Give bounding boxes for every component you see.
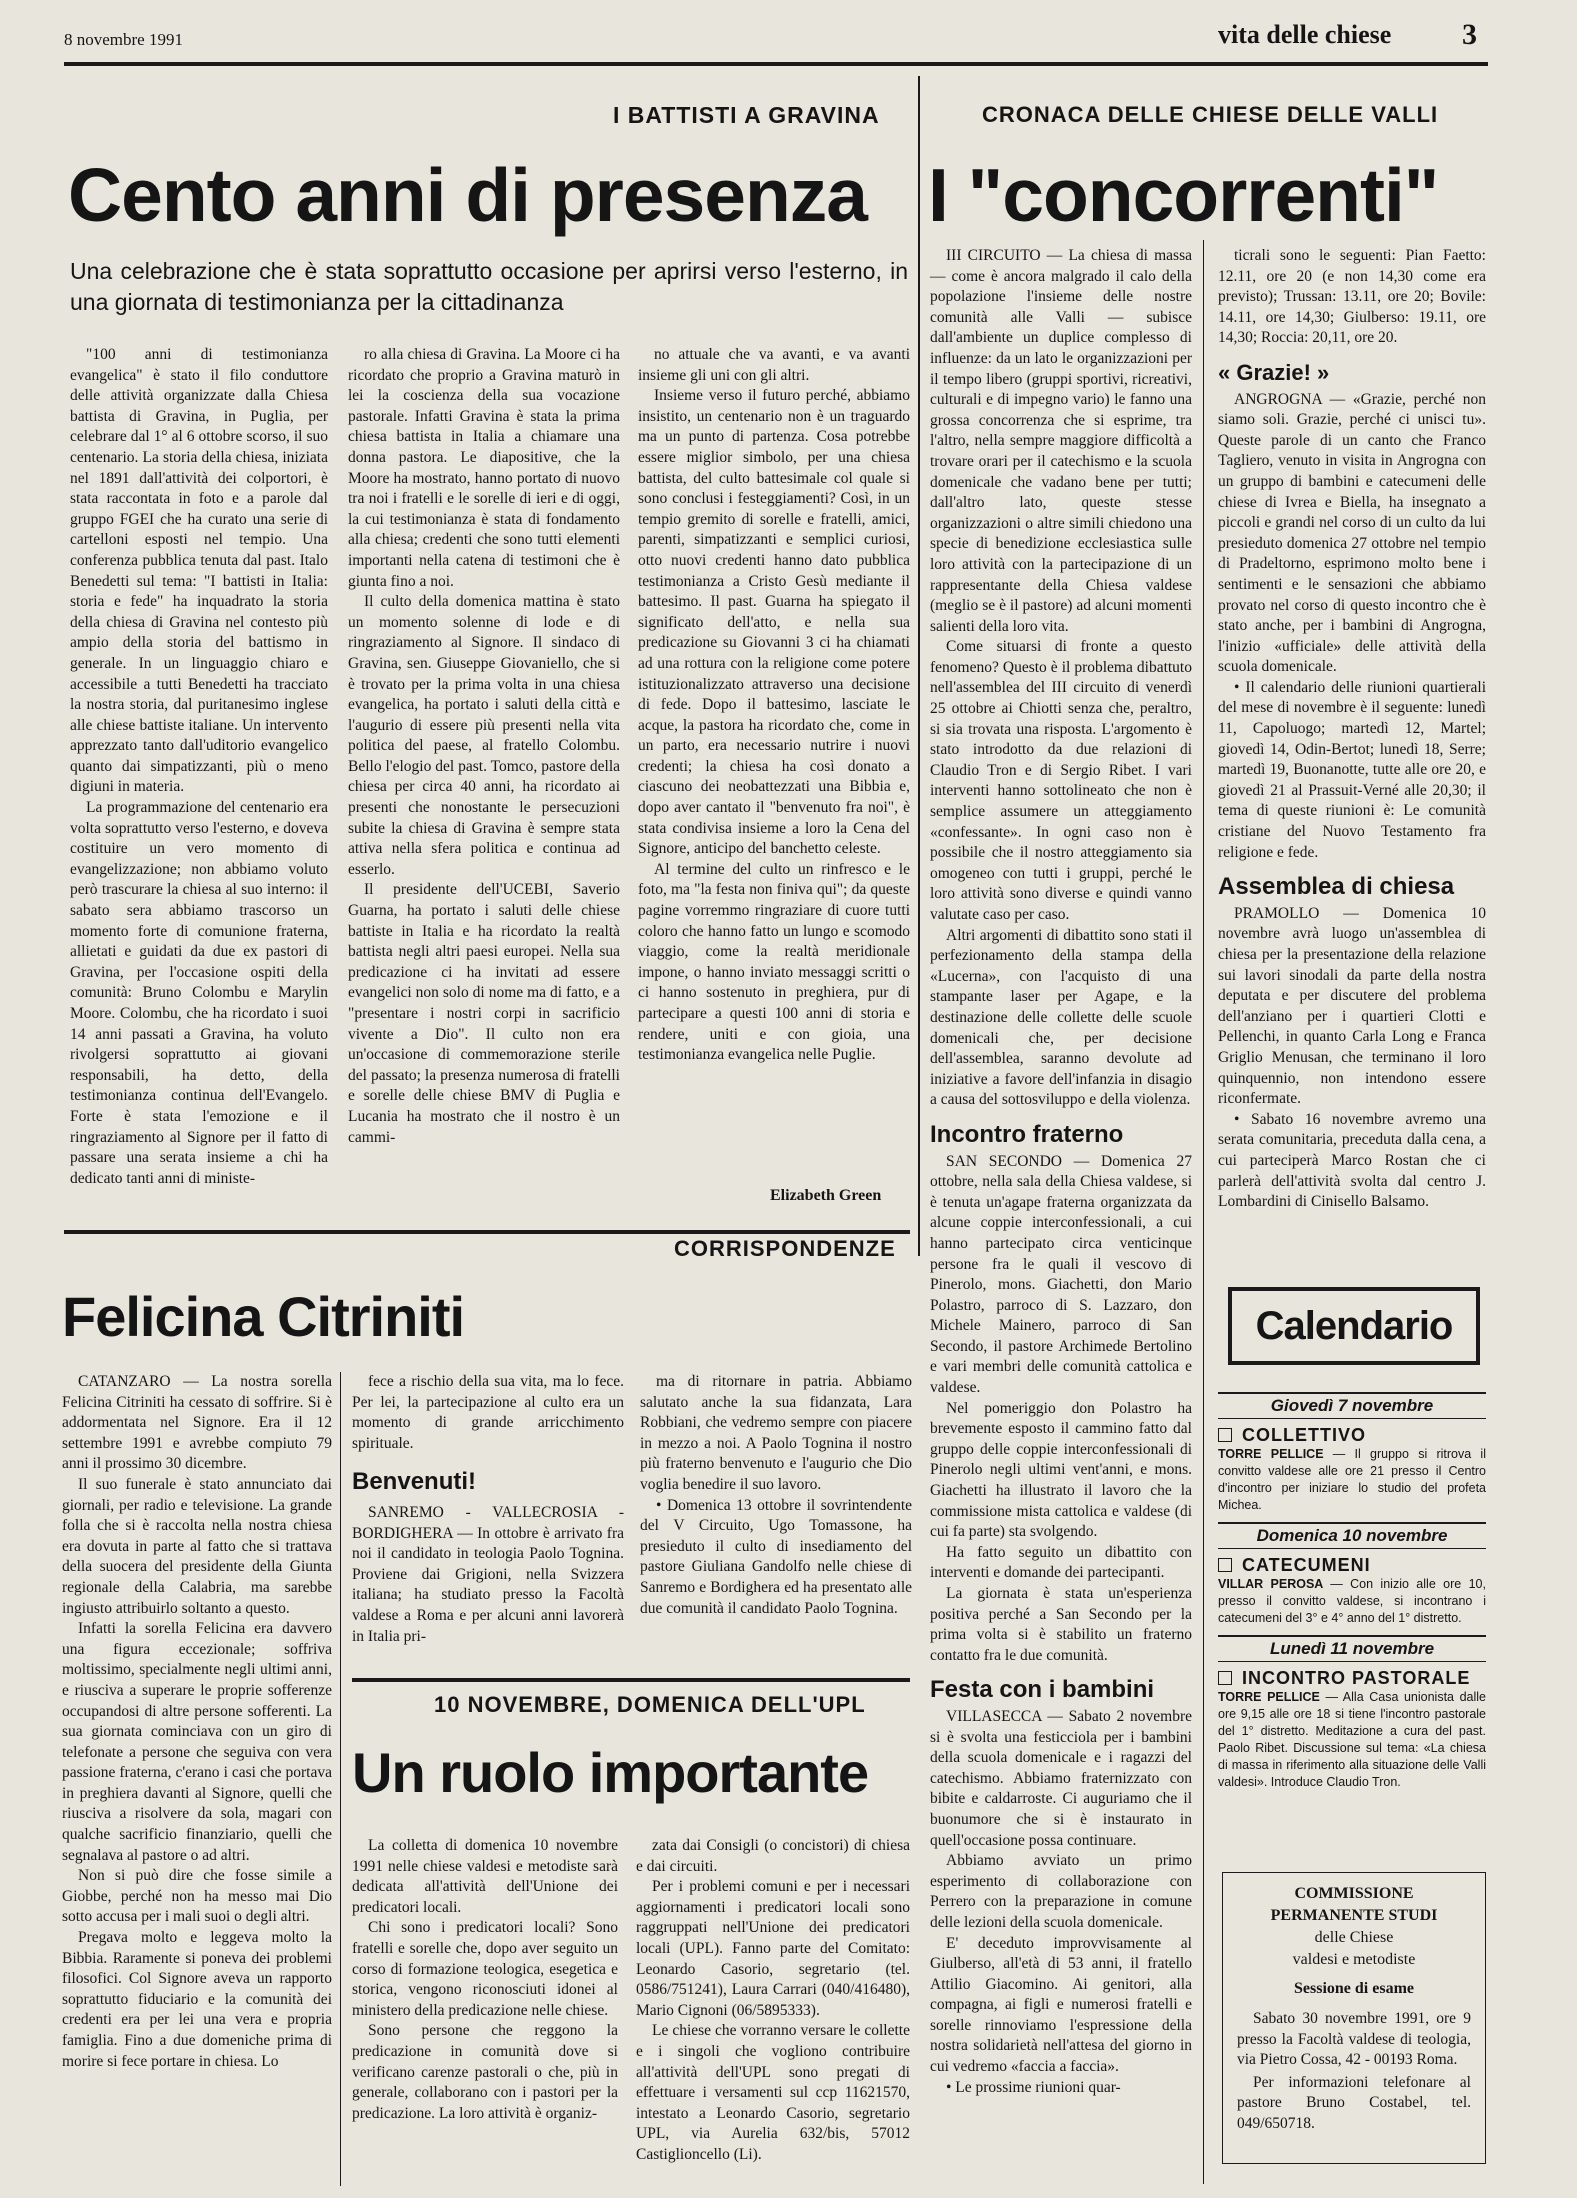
incontro-text: [930, 1152, 1192, 1667]
paragraph: • Domenica 13 ottobre il sovrintendente del V Circuito, Ugo Tomassone, ha presieduto il culto di insediamento del pastore Giuliana Gandolfo nelle chiese di Sanremo e Bordighera ed ha presentato alle due comunità il candidato Paolo Tognina.: [640, 1496, 912, 1617]
art3-rule: [64, 1230, 910, 1234]
commissione-line3: delle Chiese: [1314, 1929, 1394, 1946]
calendar-entry-text: TORRE PELLICE — Alla Casa unionista dalle ore 9,15 alle ore 18 si tiene l'incontro pastorale del 1° distretto. Meditazione a cura del past. Paolo Ribet. Discussione sul tema: «La chiesa di massa in riferimento alla situazione delle Valli valdesi». Introduce Claudio Tron.: [1218, 1690, 1486, 1789]
paragraph: VILLASECCA — Sabato 2 novembre si è svolta una festicciola per i bambini della scuola domenicale e i ragazzi del catechismo. Abbiamo fraternizzato con bibite e caldarroste. Ci auguriamo che il buonumore che si è instaurato in quell'occasione possa continuare.: [930, 1707, 1192, 1849]
art4-col1-text: [352, 1836, 618, 2124]
commissione-box: [1222, 1872, 1486, 2164]
paragraph: Non si può dire che fosse simile a Giobbe, perché non ha messo mai Dio sotto accusa per i mali suoi o degli altri.: [62, 1867, 332, 1926]
paragraph: E' deceduto improvvisamente al Giulberso, all'età di 53 anni, il fratello Attilio Giacomino. Ai genitori, alla compagna, ai figli e numerosi fratelli e sorelle rinnoviamo l'espressione della nostra solidarietà nell'attesa del giorno in cui vedremo «faccia a faccia».: [930, 1934, 1192, 2076]
assemblea-title: Assemblea di chiesa: [1218, 873, 1455, 901]
art2-colB-text: [1218, 246, 1486, 349]
art4-rule: [352, 1678, 910, 1682]
paragraph: PRAMOLLO — Domenica 10 novembre avrà luogo un'assemblea di chiesa per la presentazione della relazione sui lavori sinodali da parte della nostra deputata e per discutere del problema dell'anziano per i quartieri Clotti e Pellenchi, in quanto Carla Long e Franca Griglio Menusan, che terminano il loro quinquennio, non intendono essere riconfermate.: [1218, 904, 1486, 1108]
art3-col2-text: [352, 1372, 624, 1454]
paragraph: ANGROGNA — «Grazie, perché non siamo soli. Grazie, perché ci unisci tu». Queste parole di un canto che Franco Tagliero, venuto in visita in Angrogna con un gruppo di bambini e catecumeni delle chiese di Ivrea e Biella, ha insegnato a piccoli e grandi nel corso di un culto da lui presieduto domenica 27 ottobre nel tempio di Pradeltorno, esprimono molto bene i sentimenti e le sensazioni che abbiamo provato nel corso di questo incontro che è stato anche, per i bambini di Angrogna, l'inizio «ufficiale» delle attività della scuola domenicale.: [1218, 390, 1486, 676]
calendar-entry-text: TORRE PELLICE — Il gruppo si ritrova il convitto valdese alle ore 21 presso il Centro d'incontro per iniziare lo studio del profeta Michea.: [1218, 1447, 1486, 1512]
paragraph: Come situarsi di fronte a questo fenomeno? Questo è il problema dibattuto nell'assemblea del III circuito di venerdì 25 ottobre ai Chiotti senza che, peraltro, si sia trovata una risposta. L'argomento è stato introdotto da due relazioni di Claudio Tron e di Sergio Ribet. I vari interventi hanno sottolineato che non è semplice assumere un atteggiamento «confessante». In ogni caso non è possibile che il nostro atteggiamento sia omogeneo con tutti i gruppi, perché le loro attività sono diverse e quindi vanno valutate caso per caso.: [930, 638, 1192, 923]
paragraph: Insieme verso il futuro perché, abbiamo insistito, un centenario non è un traguardo ma un punto di partenza. Cosa potrebbe essere miglior simbolo, per una chiesa battista, del culto battesimale col quale si sono conclusi i festeggiamenti? Così, in un tempio gremito di sorelle e fratelli, amici, parenti, simpatizzanti e semplici curiosi, otto nuovi credenti hanno dato pubblica testimonianza a Cristo Gesù mediante il battesimo. Il past. Guarna ha spiegato il significato dell'atto, e nella sua predicazione su Giovanni 3 ci ha chiamati ad una rottura con la religione come potere istituzionalizzato attraverso una decisione di fede. Dopo il battesimo, lasciate le acque, la pastora ha ricordato che, come in un parto, era necessario nutrire i nuovi credenti; la chiesa ha così donato a ciascuno dei neobattezzati una Bibbia e, dopo aver cantato il "benvenuto fra noi", è stata condivisa insieme a loro la Cena del Signore, anticipo del banchetto celeste.: [638, 387, 910, 858]
paragraph: Il suo funerale è stato annunciato dai giornali, per radio e televisione. La grande folla che si è raccolta nella nostra chiesa era dovuta in parte al fatto che si trattava della suocera del presidente della Giunta regionale della Calabria, ma sarebbe ingiusto attribuirlo soltanto a questo.: [62, 1475, 332, 1617]
art3-title: Felicina Citriniti: [62, 1285, 465, 1348]
paragraph: • Il calendario delle riunioni quartierali del mese di novembre è il seguente: lunedì 11, Capoluogo; martedì 12, Martel; giovedì 14, Odin-Bertot; lunedì 18, Serre; martedì 19, Buonanotte, tutte alle ore 20, e giovedì 21 al Prassuit-Verné alle 20,30; il tema di queste riunioni è: Le comunità cristiane del Nuovo Testamento fra religione e fede.: [1218, 678, 1486, 861]
calendar-entry-text: VILLAR PEROSA — Con inizio alle ore 10, presso il convitto valdese, si incontrano i catecumeni del 3° e 4° anno del 1° distretto.: [1218, 1577, 1486, 1625]
calendar-entry-title: CATECUMENI: [1218, 1555, 1486, 1576]
paragraph: Sono persone che reggono la predicazione in comunità dove si verificano carenze pastorali o che, più in generale, collaborano con i pastori per la predicazione. La loro attività è organiz-: [352, 2022, 618, 2122]
art1-col1-text: [70, 345, 328, 1189]
paragraph: "100 anni di testimonianza evangelica" è stato il filo conduttore delle attività organizzate dalla Chiesa battista di Gravina, in Puglia, per celebrare dal 1° al 6 ottobre scorso, il suo centenario. La storia della chiesa, iniziata nel 1891 dall'attività dei colportori, è stata raccontata in foto e a parole dal gruppo FGEI che ha curato una serie di cartelloni esposti nel tempio. Una conferenza pubblica tenuta dal past. Italo Benedetti sul tema: "I battisti in Italia: storia e fede" ha inquadrato la storia della chiesa di Gravina nel contesto più ampio della storia del battismo in generale. In un linguaggio chiaro e accessibile a tutti Benedetti ha tracciato la nostra storia, dal puritanesimo inglese alle chiese battiste italiane. Un intervento apprezzato tanto dall'uditorio evangelico quanto dai simpatizzanti, più o meno digiuni in materia.: [70, 346, 328, 796]
checkbox-icon: [1218, 1671, 1232, 1685]
paragraph: La colletta di domenica 10 novembre 1991 nelle chiese valdesi e metodiste sarà dedicata all'attività dell'Unione dei predicatori locali.: [352, 1837, 618, 1916]
paragraph: Abbiamo avviato un primo esperimento di collaborazione con Perrero con la preparazione in comune delle lezioni della scuola domenicale.: [930, 1852, 1192, 1931]
art3-col2: [352, 1372, 624, 1647]
paragraph: SANREMO - VALLECROSIA - BORDIGHERA — In ottobre è arrivato fra noi il candidato in teologia Paolo Tognina. Proviene dai Grigioni, nella Svizzera italiana; ha studiato presso la Facoltà valdese a Roma e per alcuni anni lavorerà in Italia pri-: [352, 1503, 624, 1645]
paragraph: Le chiese che vorranno versare le collette e i singoli che vogliono contribuire all'attività dell'UPL sono pregati di effettuare i versamenti sul ccp 11621570, intestato a Leonardo Casorio, segretario UPL, via Aurelia 632/bis, 57012 Castiglioncello (Li).: [636, 2022, 910, 2163]
paragraph: Per i problemi comuni e per i necessari aggiornamenti i predicatori locali sono raggruppati nell'Unione dei predicatori locali (UPL). Fanno parte del Comitato: Leonardo Casorio, segretario (tel. 0586/751241), Laura Carrari (040/416480), Mario Cignoni (06/5895333).: [636, 1878, 910, 2019]
vrule-art1: [918, 76, 920, 1256]
calendar-title-box: [1228, 1287, 1480, 1365]
paragraph: Chi sono i predicatori locali? Sono fratelli e sorelle che, dopo aver seguito un corso di formazione teologica, esegetica e storica, vengono riconosciuti idonei al ministero della predicazione nelle chiese.: [352, 1919, 618, 2019]
paragraph: III CIRCUITO — La chiesa di massa — come è ancora malgrado il calo della popolazione l'insieme delle nostre comunità alle Valli — subisce dall'ambiente un duplice complesso di influenze: da un lato le organizzazioni per il tempo libero (gruppi sportivi, ricreativi, culturali e di impegno vario) le fanno una grossa concorrenza che si esprime, tra l'altro, nella sempre maggiore difficoltà a trovare orari per il catechismo e la scuola domenicale che vadano bene per tutti; dall'altro lato, queste stesse organizzazioni o altre simili chiedono una specie di benedizione ecclesiastica sulle loro attività con la partecipazione di un rappresentante della Chiesa valdese (meglio se è il pastore) ad alcuni momenti salienti della loro vita.: [930, 247, 1192, 635]
checkbox-icon: [1218, 1428, 1232, 1442]
paragraph: La programmazione del centenario era volta soprattutto verso l'esterno, e doveva costituire un vero momento di evangelizzazione; non abbiamo voluto però trascurare la chiesa al suo interno: il sabato sera abbiamo trascorso un momento forte di comunione fraterna, allietati e guidati da due ex pastori di Gravina, per l'occasione ospiti della comunità: Bruno Colombu e Marylin Moore. Colombu, che ha ricordato i suoi 14 anni passati a Gravina, ha voluto rivolgersi soprattutto ai giovani responsabili, ha detto, della testimonianza continua dell'Evangelo. Forte è stata l'emozione e il ringraziamento al Signore per il fatto di passare una serata insieme a chi ha dedicato tanti anni di ministe-: [70, 799, 328, 1187]
art4-col2: [636, 1836, 910, 2166]
art2-colA: [930, 246, 1192, 2098]
art2-colB: [1218, 246, 1486, 1213]
paragraph: zata dai Consigli (o concistori) di chiesa e dai circuiti.: [636, 1837, 910, 1875]
art1-col1: [70, 345, 328, 1189]
art4-kicker: 10 NOVEMBRE, DOMENICA DELL'UPL: [434, 1692, 866, 1717]
paragraph: Pregava molto e leggeva molto la Bibbia. Raramente si poneva dei problemi filosofici. Col Signore aveva un rapporto soprattutto fiduciario e la comunità dei credenti era per lei una vera e propria famiglia. Fino a due domeniche prima di morire si fece portare in chiesa. Lo: [62, 1929, 332, 2070]
commissione-line4: valdesi e metodiste: [1292, 1951, 1416, 1968]
calendar-title: Calendario: [1255, 1304, 1453, 1348]
commissione-text2: Per informazioni telefonare al pastore Bruno Costabel, tel. 049/650718.: [1237, 2073, 1471, 2132]
art1-col3-text: [638, 345, 910, 1066]
festa-text: [930, 1707, 1192, 2098]
paragraph: ticrali sono le seguenti: Pian Faetto: 12.11, ore 20 (e non 14,30 come era previsto); Trussan: 13.11, ore 20; Bovile: 14.11, ore 14,30; Giulberso: 19.11, ore 14,30; Roccia: 20,11, ore 20.: [1218, 247, 1486, 347]
art3-col3-text: [640, 1372, 912, 1619]
checkbox-icon: [1218, 1558, 1232, 1572]
calendar-entry-title: INCONTRO PASTORALE: [1218, 1668, 1486, 1689]
art1-col2-text: [348, 345, 620, 1148]
paragraph: CATANZARO — La nostra sorella Felicina Citriniti ha cessato di soffrire. Si è addormentata nel Signore. Era il 12 settembre 1991 e avrebbe compiuto 79 anni il prossimo 30 dicembre.: [62, 1373, 332, 1473]
art1-kicker: I BATTISTI A GRAVINA: [613, 102, 880, 128]
assemblea-text: [1218, 904, 1486, 1213]
art1-subtitle: Una celebrazione che è stata soprattutto occasione per aprirsi verso l'esterno, in una giornata di testimonianza per la cittadinanza: [70, 258, 908, 315]
paragraph: no attuale che va avanti, e va avanti insieme gli uni con gli altri.: [638, 346, 910, 384]
benvenuti-title: Benvenuti!: [352, 1468, 477, 1496]
calendar-day-header: Giovedì 7 novembre: [1218, 1392, 1486, 1419]
page-number: 3: [1462, 18, 1477, 51]
paragraph: ro alla chiesa di Gravina. La Moore ci ha ricordato che proprio a Gravina maturò in lei la coscienza della sua vocazione pastorale. Infatti Gravina è stata la prima chiesa battista in Italia a chiamare una donna pastora. Le diapositive, che la Moore ha mostrato, hanno portato di nuovo tra noi i fratelli e le sorelle di ieri e di oggi, la cui testimonianza è stata di fondamento alla chiesa; credenti che sono tutti elementi importanti nella catena di testimoni che è giunta fino a noi.: [348, 346, 620, 590]
paragraph: Altri argomenti di dibattito sono stati il perfezionamento della stampa della «Lucerna», con l'acquisto di una stampante laser per Agape, e la destinazione delle collette delle scuole domenicali che, per decisione dell'assemblea, saranno devolute ad iniziative a favore dell'infanzia in disagio a causa del sottosviluppo e della violenza.: [930, 926, 1192, 1109]
art4-title: Un ruolo importante: [352, 1741, 869, 1804]
art4-col2-text: [636, 1836, 910, 2166]
commissione-line2: PERMANENTE STUDI: [1270, 1907, 1438, 1924]
commissione-text: Sabato 30 novembre 1991, ore 9 presso la Facoltà valdese di teologia, via Pietro Cossa, 42 - 00193 Roma.: [1237, 2010, 1471, 2069]
art1-col2: [348, 345, 620, 1148]
paragraph: SAN SECONDO — Domenica 27 ottobre, nella sala della Chiesa valdese, si è tenuta un'agape fraterna organizzata da alcune coppie interconfessionali, a cui hanno partecipato circa venticinque persone fra le quali il vescovo di Pinerolo, mons. Giachetti, don Mario Polastro, parroco di S. Lazzaro, don Michele Mainero, parroco di San Secondo, il pastore Archimede Bertolino e vari membri delle comunità cattolica e valdese.: [930, 1152, 1192, 1397]
art2-colA-text: [930, 246, 1192, 1111]
paragraph: Ha fatto seguito un dibattito con interventi e domande dei partecipanti.: [930, 1543, 1192, 1582]
grazie-title: « Grazie! »: [1218, 359, 1330, 385]
vrule-art2: [1203, 240, 1204, 2184]
art3-col1-text: [62, 1372, 332, 2072]
paragraph: Nel pomeriggio don Polastro ha brevemente esposto il cammino fatto dal gruppo delle coppie interconfessionali di Pinerolo negli ultimi vent'anni, e mons. Giachetti ha illustrato il lavoro che la commissione mista cattolica e valdese (di cui fa parte) sta svolgendo.: [930, 1399, 1192, 1541]
calendar-day-header: Lunedì 11 novembre: [1218, 1635, 1486, 1662]
paragraph: Al termine del culto un rinfresco e le foto, ma "la festa non finiva qui"; da queste pagine vorremmo ringraziare di cuore tutti coloro che hanno fatto un lungo e scomodo viaggio, come la realtà meridionale impone, o hanno inviato messaggi scritti o ci hanno sostenuto in preghiera, pur di partecipare a questi 100 anni di storia e rendere, uniti e con gioia, una testimonianza evangelica nelle Puglie.: [638, 860, 910, 1064]
art1-col3: [638, 345, 910, 1066]
header-rule: [64, 62, 1488, 66]
art1-title: Cento anni di presenza: [68, 153, 867, 237]
art2-kicker: CRONACA DELLE CHIESE DELLE VALLI: [982, 102, 1439, 127]
art3-col1: [62, 1372, 332, 2072]
paragraph: fece a rischio della sua vita, ma lo fece. Per lei, la partecipazione al culto era un momento di grande arricchimento spirituale.: [352, 1373, 624, 1452]
commissione-line1: COMMISSIONE: [1294, 1885, 1414, 1902]
calendar-day-header: Domenica 10 novembre: [1218, 1522, 1486, 1549]
paragraph: Il culto della domenica mattina è stato un momento solenne di lode e di ringraziamento al Signore. Il sindaco di Gravina, sen. Giuseppe Giovaniello, che si è trovato per la prima volta in una chiesa evangelica, ha portato i saluti della città e l'augurio di essere più presenti nella vita politica del paese, al fratello Colombu. Bello l'elogio del past. Tomco, pastore della chiesa per circa 40 anni, ha ricordato ai presenti che nonostante le persecuzioni subite la chiesa di Gravina è sempre stata attiva nella sfera politica e continua ad esserlo.: [348, 593, 620, 878]
paragraph: ma di ritornare in patria. Abbiamo salutato anche la sua fidanzata, Lara Robbiani, che vedremo sempre con piacere in mezzo a noi. A Paolo Tognina il nostro più fraterno benvenuto e l'augurio che Dio voglia benedire il suo lavoro.: [640, 1373, 912, 1493]
commissione-line5: Sessione di esame: [1294, 1980, 1414, 1997]
calendar-list: [1218, 1392, 1486, 1799]
vrule-art3: [340, 1372, 341, 2186]
art4-col1: [352, 1836, 618, 2124]
section-name: vita delle chiese: [1218, 20, 1392, 49]
grazie-text: [1218, 390, 1486, 864]
art3-kicker: CORRISPONDENZE: [674, 1236, 896, 1261]
calendar-entry-title: COLLETTIVO: [1218, 1425, 1486, 1446]
art2-title: I "concorrenti": [928, 153, 1439, 237]
art1-signature: Elizabeth Green: [770, 1187, 882, 1204]
paragraph: Il presidente dell'UCEBI, Saverio Guarna, ha portato i saluti delle chiese battiste in Italia e ha ricordato la realtà battista negli altri paesi europei. Nella sua predicazione ci ha invitati ad essere evangelici non solo di nome ma di fatto, e a "presentare i nostri corpi in sacrificio vivente a Dio". Il culto non era un'occasione di commemorazione sterile del passato; la presenza numerosa di fratelli e sorelle delle chiese BMV di Puglia e Lucania ha mostrato che il nostro è un cammi-: [348, 881, 620, 1146]
benvenuti-text: [352, 1503, 624, 1647]
paragraph: • Sabato 16 novembre avremo una serata comunitaria, preceduta dalla cena, a cui parteciperà Marco Rostan che ci parlerà dell'attività svolta dal centro J. Lombardini di Cinisello Balsamo.: [1218, 1110, 1486, 1211]
paragraph: • Le prossime riunioni quar-: [946, 2078, 1121, 2096]
incontro-title: Incontro fraterno: [930, 1120, 1124, 1148]
art3-col3: [640, 1372, 912, 1619]
paragraph: Infatti la sorella Felicina era davvero una figura eccezionale; soffriva moltissimo, specialmente negli ultimi anni, e riusciva a superare le proprie sofferenze occupandosi di altre persone sofferenti. La sua giornata cominciava con un giro di telefonate a persone che seguiva con vera passione fraterna, c'erano i casi che portava in preghiera davanti al Signore, quelli che riusciva a risolvere da sola, magari con qualche sacrificio finanziario, quelli che segnalava al pastore o ad altri.: [62, 1620, 332, 1864]
paragraph: La giornata è stata un'esperienza positiva perché a San Secondo per la prima volta si è stabilito un fraterno contatto fra le due comunità.: [930, 1585, 1192, 1664]
header-date: 8 novembre 1991: [64, 30, 183, 49]
festa-title: Festa con i bambini: [930, 1676, 1155, 1704]
